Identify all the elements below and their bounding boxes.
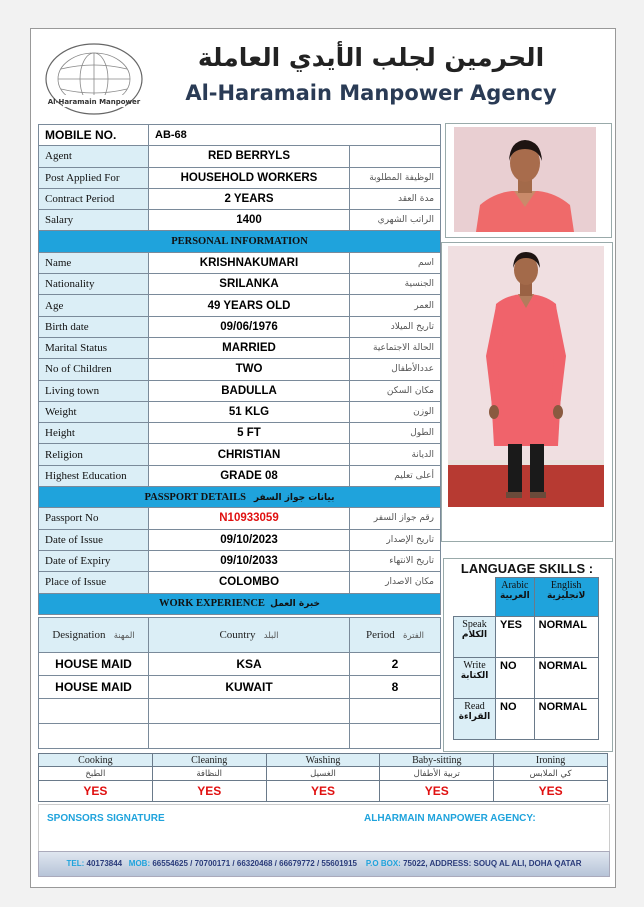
nationality-label-ar: الجنسية xyxy=(350,274,441,295)
town-label: Living town xyxy=(39,380,149,401)
full-body-photo xyxy=(448,246,604,507)
work-table xyxy=(38,617,441,749)
period-col-label: Period xyxy=(366,629,395,641)
header xyxy=(31,29,615,121)
mob-value: 66554625 / 70700171 / 66320468 / 66679772 / 55601915 xyxy=(152,859,357,868)
section-header-row xyxy=(39,593,441,614)
salary-value: 1400 xyxy=(149,210,350,231)
religion-label-ar: الديانة xyxy=(350,444,441,465)
children-label-ar: عددالأطفال xyxy=(350,359,441,380)
work-row xyxy=(39,676,441,699)
info-row xyxy=(39,465,441,486)
info-row xyxy=(39,423,441,444)
weight-label-ar: الوزن xyxy=(350,401,441,422)
work-header-en: WORK EXPERIENCE xyxy=(159,598,265,610)
agent-label: Agent xyxy=(39,146,149,167)
info-row xyxy=(39,295,441,316)
svg-text:Al-Haramain Manpower: Al-Haramain Manpower xyxy=(47,98,141,106)
work-country: KSA xyxy=(149,653,350,676)
age-value: 49 YEARS OLD xyxy=(149,295,350,316)
write-label: Write xyxy=(463,660,486,671)
contact-footer xyxy=(38,851,610,877)
english-col-header xyxy=(534,578,598,617)
read-arabic-value: NO xyxy=(496,699,535,740)
portrait-photo xyxy=(454,127,596,232)
work-experience-header xyxy=(39,593,441,614)
town-label-ar: مكان السكن xyxy=(350,380,441,401)
contract-value: 2 YEARS xyxy=(149,188,350,209)
work-designation: HOUSE MAID xyxy=(39,676,149,699)
religion-value: CHRISTIAN xyxy=(149,444,350,465)
skill-name: Baby-sitting xyxy=(380,754,494,767)
name-label-ar: اسم xyxy=(350,252,441,273)
education-label-ar: أعلى تعليم xyxy=(350,465,441,486)
read-label-cell xyxy=(454,699,496,740)
weight-value: 51 KLG xyxy=(149,401,350,422)
mobile-value: AB-68 xyxy=(149,125,441,146)
post-label: Post Applied For xyxy=(39,167,149,188)
skill-name-ar: النظافة xyxy=(152,767,266,781)
write-label-ar: الكتابة xyxy=(460,671,489,681)
skill-value: YES xyxy=(380,781,494,802)
skill-name-ar: الغسيل xyxy=(266,767,380,781)
personal-info-header: PERSONAL INFORMATION xyxy=(39,231,441,252)
arabic-col-header xyxy=(496,578,535,617)
language-row xyxy=(454,699,599,740)
speak-label-ar: الكلام xyxy=(461,630,488,640)
language-skills-title: LANGUAGE SKILLS : xyxy=(460,561,594,576)
education-value: GRADE 08 xyxy=(149,465,350,486)
language-row xyxy=(454,658,599,699)
info-row xyxy=(39,274,441,295)
marital-label: Marital Status xyxy=(39,337,149,358)
info-row xyxy=(39,572,441,593)
education-label: Highest Education xyxy=(39,465,149,486)
passport-details-header xyxy=(39,487,441,508)
skill-value: YES xyxy=(494,781,608,802)
nationality-label: Nationality xyxy=(39,274,149,295)
skill-name: Cleaning xyxy=(152,754,266,767)
agency-signature-label: ALHARMAIN MANPOWER AGENCY: xyxy=(364,813,536,824)
english-col-label-ar: لانجليزية xyxy=(546,591,586,601)
language-row xyxy=(454,617,599,658)
arabic-col-label-ar: العربية xyxy=(500,591,530,601)
english-agency-title: Al-Haramain Manpower Agency xyxy=(185,81,557,105)
post-value: HOUSEHOLD WORKERS xyxy=(149,167,350,188)
tel-value: 40173844 xyxy=(86,859,123,868)
passport-no-value: N10933059 xyxy=(149,508,350,529)
info-row xyxy=(39,337,441,358)
speak-english-value: NORMAL xyxy=(534,617,598,658)
work-designation: HOUSE MAID xyxy=(39,653,149,676)
work-country: KUWAIT xyxy=(149,676,350,699)
birth-date-label: Birth date xyxy=(39,316,149,337)
skill-name: Washing xyxy=(266,754,380,767)
write-arabic-value: NO xyxy=(496,658,535,699)
skill-name: Ironing xyxy=(494,754,608,767)
info-row xyxy=(39,146,441,167)
info-row xyxy=(39,167,441,188)
globe-logo xyxy=(43,41,145,117)
info-row xyxy=(39,188,441,209)
tel-label: TEL: xyxy=(66,859,85,868)
mobile-row xyxy=(39,125,441,146)
designation-col-header xyxy=(39,618,149,653)
salary-label: Salary xyxy=(39,210,149,231)
age-label: Age xyxy=(39,295,149,316)
passport-no-label: Passport No xyxy=(39,508,149,529)
skill-name-ar: تربية الأطفال xyxy=(380,767,494,781)
passport-header-en: PASSPORT DETAILS xyxy=(144,491,246,503)
town-value: BADULLA xyxy=(149,380,350,401)
skills-table xyxy=(38,753,608,802)
designation-col-label-ar: المهنة xyxy=(113,631,135,641)
agent-value: RED BERRYLS xyxy=(149,146,350,167)
sponsor-signature-label: SPONSORS SIGNATURE xyxy=(47,813,165,824)
skills-ar-row xyxy=(39,767,608,781)
place-issue-label: Place of Issue xyxy=(39,572,149,593)
read-label: Read xyxy=(464,701,485,712)
work-header-row xyxy=(39,618,441,653)
section-header-row xyxy=(39,487,441,508)
work-header-ar: خبرة العمل xyxy=(270,599,320,610)
issue-date-label: Date of Issue xyxy=(39,529,149,550)
marital-label-ar: الحالة الاجتماعية xyxy=(350,337,441,358)
passport-no-label-ar: رقم جواز السفر xyxy=(350,508,441,529)
info-table xyxy=(38,124,441,615)
height-label: Height xyxy=(39,423,149,444)
place-issue-value: COLOMBO xyxy=(149,572,350,593)
children-label: No of Children xyxy=(39,359,149,380)
contract-label-ar: مدة العقد xyxy=(350,188,441,209)
skill-name-ar: كي الملابس xyxy=(494,767,608,781)
skill-name: Cooking xyxy=(39,754,153,767)
write-label-cell xyxy=(454,658,496,699)
info-row xyxy=(39,359,441,380)
country-col-label-ar: البلد xyxy=(263,631,279,641)
english-col-label: English xyxy=(550,580,582,591)
mobile-label: MOBILE NO. xyxy=(39,125,149,146)
signature-area xyxy=(38,804,610,852)
skills-name-row xyxy=(39,754,608,767)
info-row xyxy=(39,252,441,273)
expiry-date-label-ar: تاريخ الانتهاء xyxy=(350,550,441,571)
salary-label-ar: الراتب الشهري xyxy=(350,210,441,231)
skill-name-ar: الطبخ xyxy=(39,767,153,781)
nationality-value: SRILANKA xyxy=(149,274,350,295)
skills-value-row xyxy=(39,781,608,802)
speak-arabic-value: YES xyxy=(496,617,535,658)
speak-label-cell xyxy=(454,617,496,658)
cv-page xyxy=(30,28,616,888)
country-col-header xyxy=(149,618,350,653)
read-english-value: NORMAL xyxy=(534,699,598,740)
designation-col-label: Designation xyxy=(52,629,106,641)
name-label: Name xyxy=(39,252,149,273)
place-issue-label-ar: مكان الاصدار xyxy=(350,572,441,593)
passport-header-ar: بيانات جواز السفر xyxy=(253,492,335,503)
height-value: 5 FT xyxy=(149,423,350,444)
contract-label: Contract Period xyxy=(39,188,149,209)
post-label-ar: الوظيفة المطلوبة xyxy=(350,167,441,188)
arabic-agency-title: الحرمين لجلب الأيدي العاملة xyxy=(197,43,545,72)
info-row xyxy=(39,316,441,337)
arabic-col-label: Arabic xyxy=(501,580,529,591)
agent-label-ar xyxy=(350,146,441,167)
read-label-ar: القراءة xyxy=(458,712,491,722)
info-row xyxy=(39,210,441,231)
expiry-date-label: Date of Expiry xyxy=(39,550,149,571)
po-box-value: 75022, ADDRESS: SOUQ AL ALI, DOHA QATAR xyxy=(403,859,582,868)
info-row xyxy=(39,444,441,465)
religion-label: Religion xyxy=(39,444,149,465)
skill-value: YES xyxy=(152,781,266,802)
info-row xyxy=(39,401,441,422)
children-value: TWO xyxy=(149,359,350,380)
birth-date-label-ar: تاريخ الميلاد xyxy=(350,316,441,337)
section-header-row xyxy=(39,231,441,252)
mob-label: MOB: xyxy=(128,859,151,868)
period-col-label-ar: الفترة xyxy=(403,631,424,641)
work-row-empty xyxy=(39,699,441,724)
marital-value: MARRIED xyxy=(149,337,350,358)
info-row xyxy=(39,529,441,550)
speak-label: Speak xyxy=(462,619,487,630)
expiry-date-value: 09/10/2033 xyxy=(149,550,350,571)
work-row xyxy=(39,653,441,676)
write-english-value: NORMAL xyxy=(534,658,598,699)
issue-date-label-ar: تاريخ الإصدار xyxy=(350,529,441,550)
work-period: 2 xyxy=(350,653,441,676)
height-label-ar: الطول xyxy=(350,423,441,444)
info-row xyxy=(39,550,441,571)
work-period: 8 xyxy=(350,676,441,699)
language-table xyxy=(453,577,599,740)
name-value: KRISHNAKUMARI xyxy=(149,252,350,273)
skill-value: YES xyxy=(266,781,380,802)
info-row xyxy=(39,380,441,401)
country-col-label: Country xyxy=(219,629,256,641)
period-col-header xyxy=(350,618,441,653)
birth-date-value: 09/06/1976 xyxy=(149,316,350,337)
skill-value: YES xyxy=(39,781,153,802)
work-row-empty xyxy=(39,724,441,749)
language-header-row xyxy=(454,578,599,617)
info-row xyxy=(39,508,441,529)
issue-date-value: 09/10/2023 xyxy=(149,529,350,550)
po-box-label: P.O BOX: xyxy=(365,859,401,868)
weight-label: Weight xyxy=(39,401,149,422)
age-label-ar: العمر xyxy=(350,295,441,316)
